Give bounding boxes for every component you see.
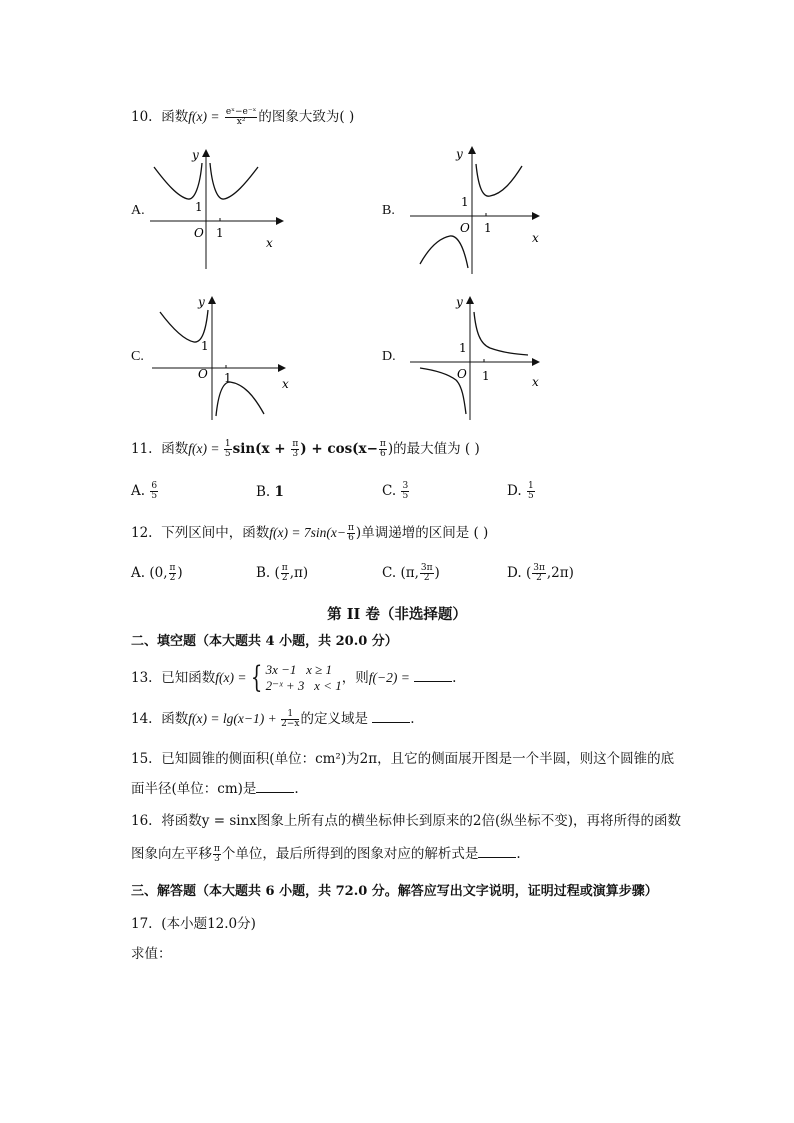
q14-answer-blank[interactable]: [372, 710, 410, 723]
svg-text:y: y: [456, 147, 463, 161]
q10-number: 10.: [131, 109, 153, 125]
q11-stem: [131, 440, 480, 459]
q14-stem: 14. 函数f(x) = lg(x−1) + $\frac{1}{2-x}$ 的定义域是 .: [131, 709, 415, 729]
q13-suffix: ，则: [341, 669, 369, 686]
q10-prefix: 函数: [161, 109, 189, 125]
q11-pi3: $\frac{\pi}{3}$: [292, 439, 299, 459]
svg-text:O: O: [198, 367, 208, 381]
q11-choice-a[interactable]: A. $\frac{6}{5}$: [131, 481, 158, 501]
graph-a-one-y: 1: [195, 200, 203, 214]
q10-option-d-label[interactable]: D.: [382, 349, 396, 364]
q16-line1: [131, 813, 681, 829]
q10-func-lhs: f(x) =: [188, 109, 220, 124]
q15-text-2: 面半径(单位：cm)是: [131, 781, 257, 797]
q15-text-1: 已知圆锥的侧面积(单位：cm²)为2π，且它的侧面展开图是一个半圆，则这个圆锥的底: [161, 751, 675, 767]
svg-text:x: x: [532, 231, 539, 245]
q13-brace: {: [250, 660, 262, 696]
q16-fraction: $\frac{\pi}{3}$: [214, 844, 220, 864]
q10-option-a-label[interactable]: A.: [131, 203, 145, 218]
part-3-heading: 三、解答题（本大题共 6 小题，共 72.0 分。解答应写出文字说明，证明过程或演算步骤）: [131, 884, 658, 899]
q12-choice-b[interactable]: B. ( $\frac{\pi}{2}$ ,π): [256, 563, 309, 583]
svg-text:O: O: [457, 367, 467, 381]
q11-number: 11.: [131, 441, 153, 457]
q13-stem: 13. 已知函数f(x) = { 3x −1 x ≥ 1 2⁻ˣ + 3 x < 1 ，则f(−2) = .: [131, 660, 457, 696]
graph-a-one-x: 1: [216, 226, 224, 240]
q10-graph-d[interactable]: [400, 292, 570, 422]
q17-header: [131, 916, 256, 932]
svg-text:x: x: [282, 377, 289, 391]
q15-number: 15.: [131, 751, 153, 767]
q13-answer-blank[interactable]: [414, 669, 452, 682]
q11-prefix: 函数: [161, 441, 189, 457]
q10-fraction: $\frac{\text{eˣ−e⁻ˣ}}{\text{x²}}$: [225, 107, 257, 127]
q11-choice-b[interactable]: B. 1: [256, 484, 284, 500]
q11-coef: $\frac{1}{5}$: [224, 439, 231, 459]
q10-graph-a[interactable]: [148, 145, 298, 275]
q17-prompt: 求值：: [131, 946, 172, 962]
q17-number: 17.: [131, 916, 153, 932]
q16-text-2a: 图象向左平移: [131, 846, 212, 862]
q14-prefix: 函数: [161, 711, 189, 727]
q10-graph-b[interactable]: [400, 142, 570, 277]
q10-suffix: 的图象大致为( ): [258, 109, 355, 125]
q13-ask: f(−2) =: [368, 669, 410, 685]
q11-func: f(x) =: [188, 441, 223, 456]
q11-choice-c[interactable]: C. $\frac{3}{5}$: [382, 481, 409, 501]
graph-a-x-label: x: [266, 236, 273, 250]
svg-text:y: y: [456, 295, 463, 309]
q12-choice-c[interactable]: C. (π, $\frac{3\pi}{2}$ ): [382, 563, 440, 583]
q16-answer-blank[interactable]: [478, 845, 516, 858]
graph-a-origin: O: [194, 226, 204, 240]
q16-text-1: 将函数y = sinx图象上所有点的横坐标伸长到原来的2倍(纵坐标不变)，再将所得的函数: [161, 813, 681, 829]
q10-graph-c[interactable]: [150, 292, 310, 422]
q12-number: 12.: [131, 525, 153, 541]
q10-option-b-label[interactable]: B.: [382, 203, 395, 218]
q12-func: f(x) = 7sin(x−: [269, 525, 346, 540]
q11-choice-d[interactable]: D. $\frac{1}{5}$: [507, 481, 534, 501]
svg-text:1: 1: [484, 221, 492, 235]
q12-suffix: )单调递增的区间是 ( ): [355, 525, 489, 541]
svg-text:1: 1: [224, 371, 232, 385]
svg-text:O: O: [460, 221, 470, 235]
q14-number: 14.: [131, 711, 153, 727]
q13-number: 13.: [131, 669, 153, 686]
q13-lhs: f(x) =: [215, 669, 247, 685]
q15-line1: [131, 751, 674, 767]
q10-stem: [131, 108, 354, 127]
q14-suffix: 的定义域是: [300, 711, 368, 727]
q16-line2: 图象向左平移 $\frac{\pi}{3}$ 个单位，最后所得到的图象对应的解析式是 .: [131, 844, 521, 864]
svg-text:1: 1: [482, 369, 490, 383]
q12-prefix: 下列区间中，函数: [161, 525, 270, 541]
q16-number: 16.: [131, 813, 153, 829]
q12-choice-d[interactable]: D. ( $\frac{3\pi}{2}$ ,2π): [507, 563, 574, 583]
svg-text:1: 1: [201, 339, 209, 353]
graph-a-y-label: y: [192, 148, 199, 162]
q12-stem: [131, 524, 488, 543]
q10-option-c-label[interactable]: C.: [131, 349, 144, 364]
q17-points: (本小题12.0分): [161, 916, 256, 932]
svg-text:y: y: [198, 295, 205, 309]
section-2-title: 第 II 卷（非选择题）: [327, 606, 467, 623]
q15-answer-blank[interactable]: [256, 780, 294, 793]
part-2-heading: 二、填空题（本大题共 4 小题，共 20.0 分）: [131, 634, 398, 649]
q16-text-2b: 个单位，最后所得到的图象对应的解析式是: [221, 846, 479, 862]
q14-fraction: $\frac{1}{2-x}$: [281, 709, 300, 729]
q11-pi6: $\frac{\pi}{6}$: [379, 439, 386, 459]
q15-line2: 面半径(单位：cm)是 .: [131, 781, 299, 797]
q14-func: f(x) = lg(x−1) +: [188, 711, 281, 726]
svg-text:x: x: [532, 375, 539, 389]
q11-sin: sin(x +: [232, 441, 291, 457]
q13-cases: 3x −1 x ≥ 1 2⁻ˣ + 3 x < 1: [265, 662, 342, 694]
svg-text:1: 1: [459, 341, 467, 355]
q11-cos: ) + cos(x−: [300, 441, 378, 457]
q11-suffix: )的最大值为 ( ): [387, 441, 480, 457]
q13-prefix: 已知函数: [161, 669, 216, 686]
q12-choice-a[interactable]: A. (0, $\frac{\pi}{2}$ ): [131, 563, 183, 583]
svg-text:1: 1: [461, 195, 469, 209]
q12-pi6: $\frac{\pi}{6}$: [348, 523, 354, 543]
